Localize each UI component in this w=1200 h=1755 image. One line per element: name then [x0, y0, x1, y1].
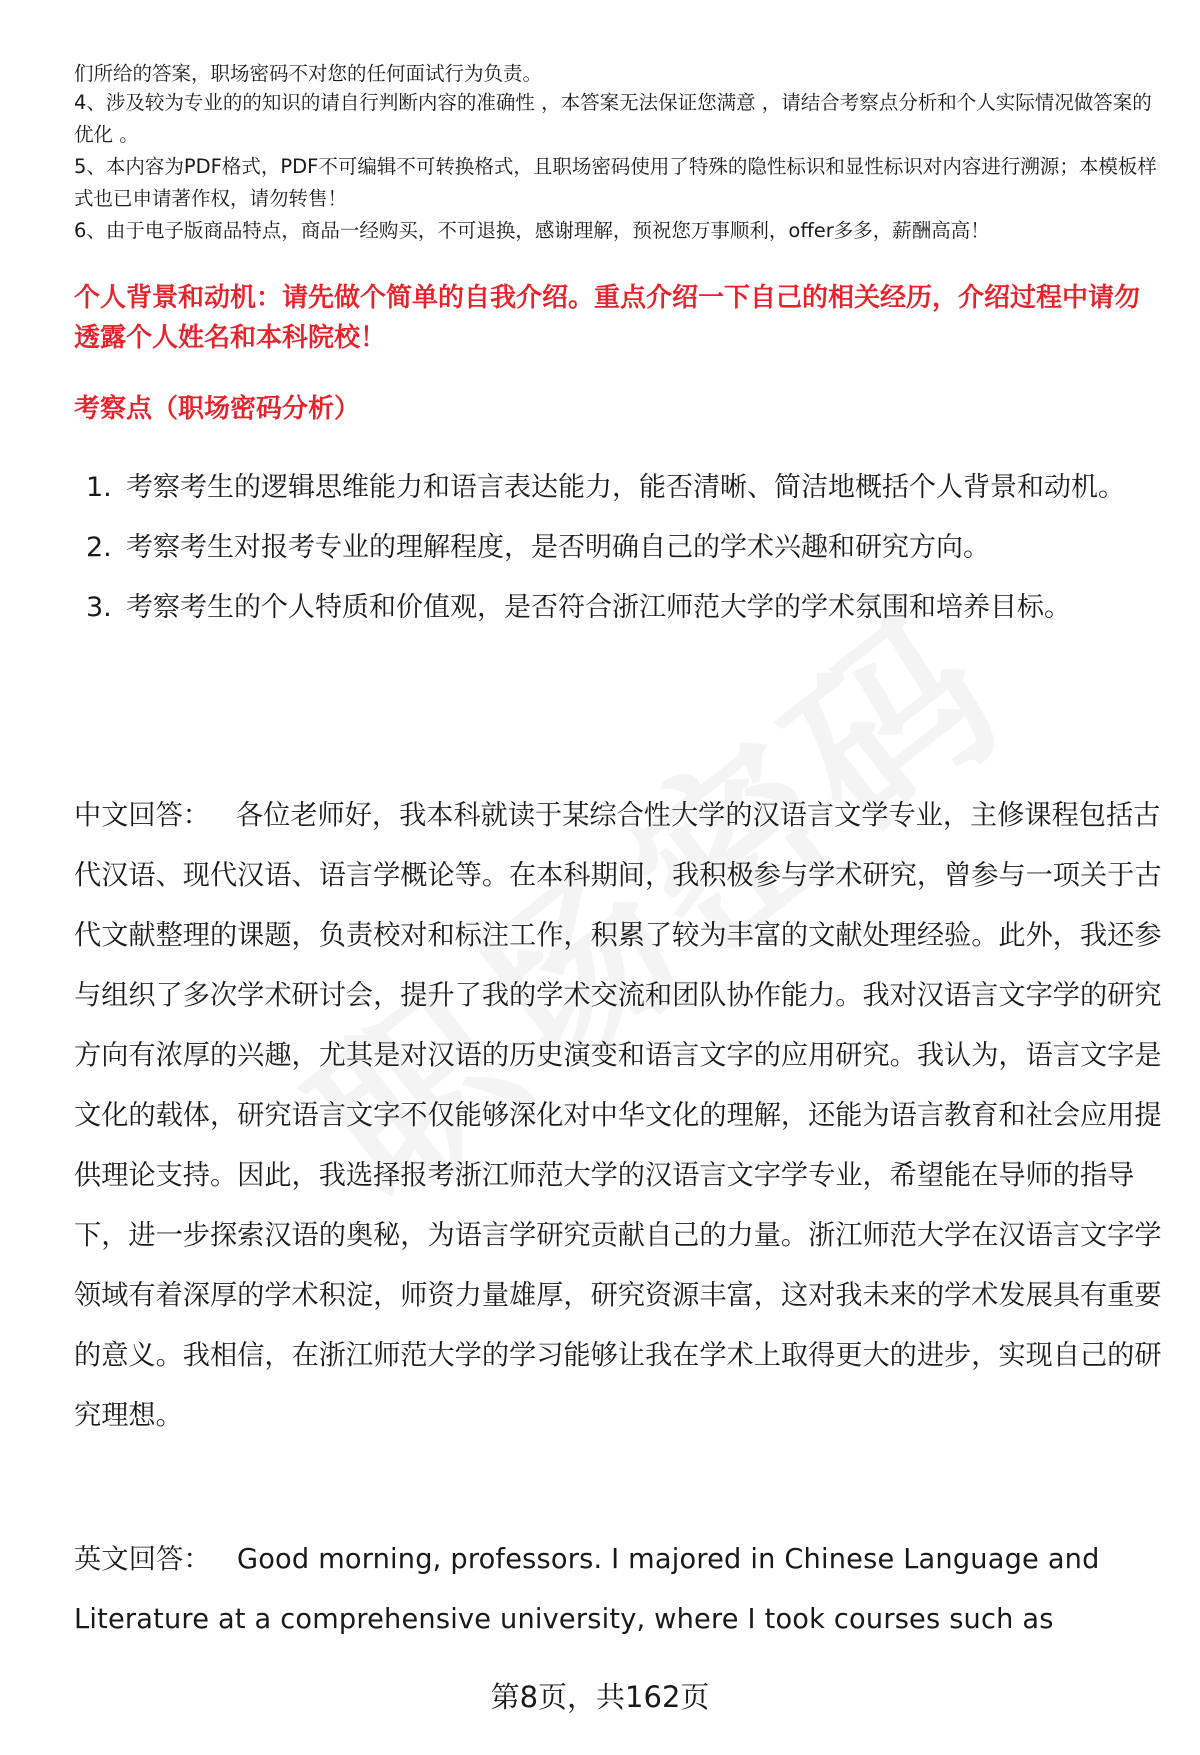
chinese-answer [74, 786, 1164, 1446]
english-answer-text: Good morning, professors. I majored in Chinese Language and Literature at a comprehensive university, where I took courses such as [74, 1544, 1100, 1635]
notice-line-6: 6、由于电子版商品特点，商品一经购买，不可退换，感谢理解，预祝您万事顺利，offer多多，薪酬高高！ [74, 219, 990, 242]
analysis-heading: 考察点（职场密码分析） [74, 394, 361, 424]
analysis-item-text: 考察考生的逻辑思维能力和语言表达能力，能否清晰、简洁地概括个人背景和动机。 [126, 472, 1125, 503]
notice-line-5: 5、本内容为PDF格式，PDF不可编辑不可转换格式，且职场密码使用了特殊的隐性标识和显性标识对内容进行溯源；本模板样式也已申请著作权，请勿转售！ [74, 155, 1157, 210]
question-title: 个人背景和动机：请先做个简单的自我介绍。重点介绍一下自己的相关经历，介绍过程中请勿透露个人姓名和本科院校！ [74, 283, 1141, 353]
analysis-item-text: 考察考生对报考专业的理解程度，是否明确自己的学术兴趣和研究方向。 [126, 532, 990, 563]
notice-line-4: 4、涉及较为专业的的知识的请自行判断内容的准确性 ，本答案无法保证您满意 ，请结合考察点分析和个人实际情况做答案的优化 。 [74, 91, 1152, 146]
english-answer [74, 1530, 1164, 1650]
analysis-item-text: 考察考生的个人特质和价值观，是否符合浙江师范大学的学术氛围和培养目标。 [126, 592, 1071, 623]
english-answer-label: 英文回答： [74, 1544, 211, 1575]
notice-line-3: 们所给的答案，职场密码不对您的任何面试行为负责。 [74, 62, 543, 85]
analysis-item-number: 1. [86, 472, 112, 503]
analysis-item [74, 518, 1164, 578]
analysis-item-number: 3. [86, 592, 112, 623]
analysis-list [74, 458, 1164, 638]
analysis-item [74, 458, 1164, 518]
chinese-answer-text: 各位老师好，我本科就读于某综合性大学的汉语言文学专业，主修课程包括古代汉语、现代汉语、语言学概论等。在本科期间，我积极参与学术研究，曾参与一项关于古代文献整理的课题，负责校对和标注工作，积累了较为丰富的文献处理经验。此外，我还参与组织了多次学术研讨会，提升了我的学术交流和团队协作能力。我对汉语言文字学的研究方向有浓厚的兴趣，尤其是对汉语的历史演变和语言文字的应用研究。我认为，语言文字是文化的载体，研究语言文字不仅能够深化对中华文化的理解，还能为语言教育和社会应用提供理论支持。因此，我选择报考浙江师范大学的汉语言文字学专业，希望能在导师的指导下，进一步探索汉语的奥秘，为语言学研究贡献自己的力量。浙江师范大学在汉语言文字学领域有着深厚的学术积淀，师资力量雄厚，研究资源丰富，这对我未来的学术发展具有重要的意义。我相信，在浙江师范大学的学习能够让我在学术上取得更大的进步，实现自己的研究理想。 [74, 800, 1162, 1431]
chinese-answer-label: 中文回答： [74, 800, 210, 831]
page-number: 第8页，共162页 [490, 1680, 710, 1714]
analysis-item-number: 2. [86, 532, 112, 563]
analysis-item [74, 578, 1164, 638]
